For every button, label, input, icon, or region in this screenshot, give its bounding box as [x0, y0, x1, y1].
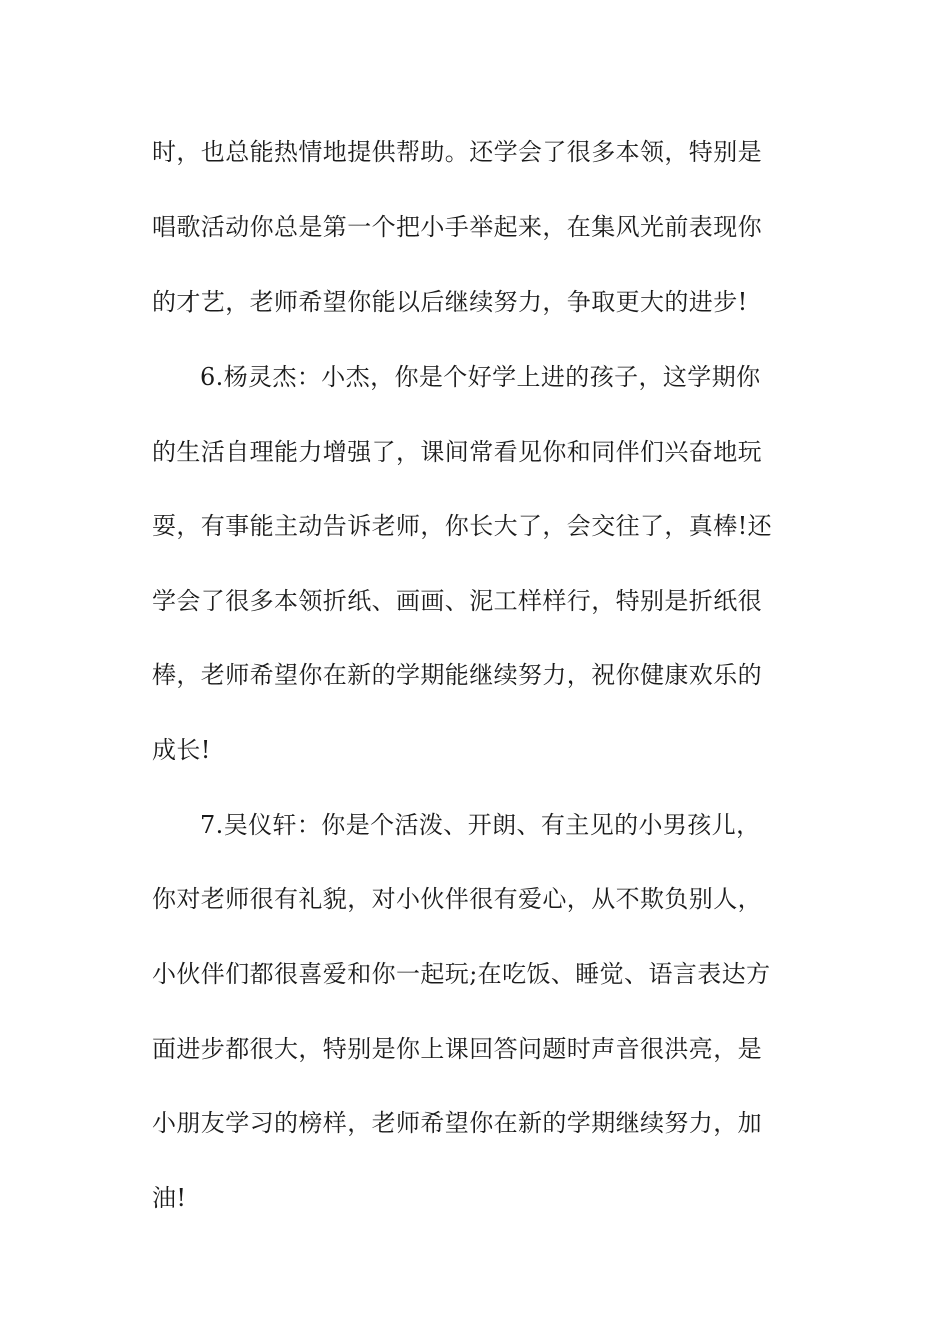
text-line: 棒，老师希望你在新的学期能继续努力，祝你健康欢乐的: [152, 661, 762, 689]
text-line: 时，也总能热情地提供帮助。还学会了很多本领，特别是: [152, 138, 762, 166]
text-line: 成长!: [152, 736, 211, 764]
paragraph-6-start: 6.杨灵杰：小杰，你是个好学上进的孩子，这学期你: [200, 363, 761, 391]
text-line: 的生活自理能力增强了，课间常看见你和同伴们兴奋地玩: [152, 438, 762, 466]
text-line: 唱歌活动你总是第一个把小手举起来，在集风光前表现你: [152, 213, 762, 241]
text-line: 油!: [152, 1184, 187, 1212]
text-line: 的才艺，老师希望你能以后继续努力，争取更大的进步!: [152, 288, 748, 316]
text-line: 面进步都很大，特别是你上课回答问题时声音很洪亮，是: [152, 1035, 762, 1063]
paragraph-7-start: 7.吴仪轩：你是个活泼、开朗、有主见的小男孩儿，: [200, 811, 761, 839]
text-line: 小伙伴们都很喜爱和你一起玩;在吃饭、睡觉、语言表达方: [152, 960, 771, 988]
text-line: 学会了很多本领折纸、画画、泥工样样行，特别是折纸很: [152, 587, 762, 615]
text-line: 耍，有事能主动告诉老师，你长大了，会交往了，真棒!还: [152, 512, 773, 540]
text-line: 小朋友学习的榜样，老师希望你在新的学期继续努力，加: [152, 1109, 762, 1137]
text-line: 你对老师很有礼貌，对小伙伴很有爱心，从不欺负别人，: [152, 885, 762, 913]
